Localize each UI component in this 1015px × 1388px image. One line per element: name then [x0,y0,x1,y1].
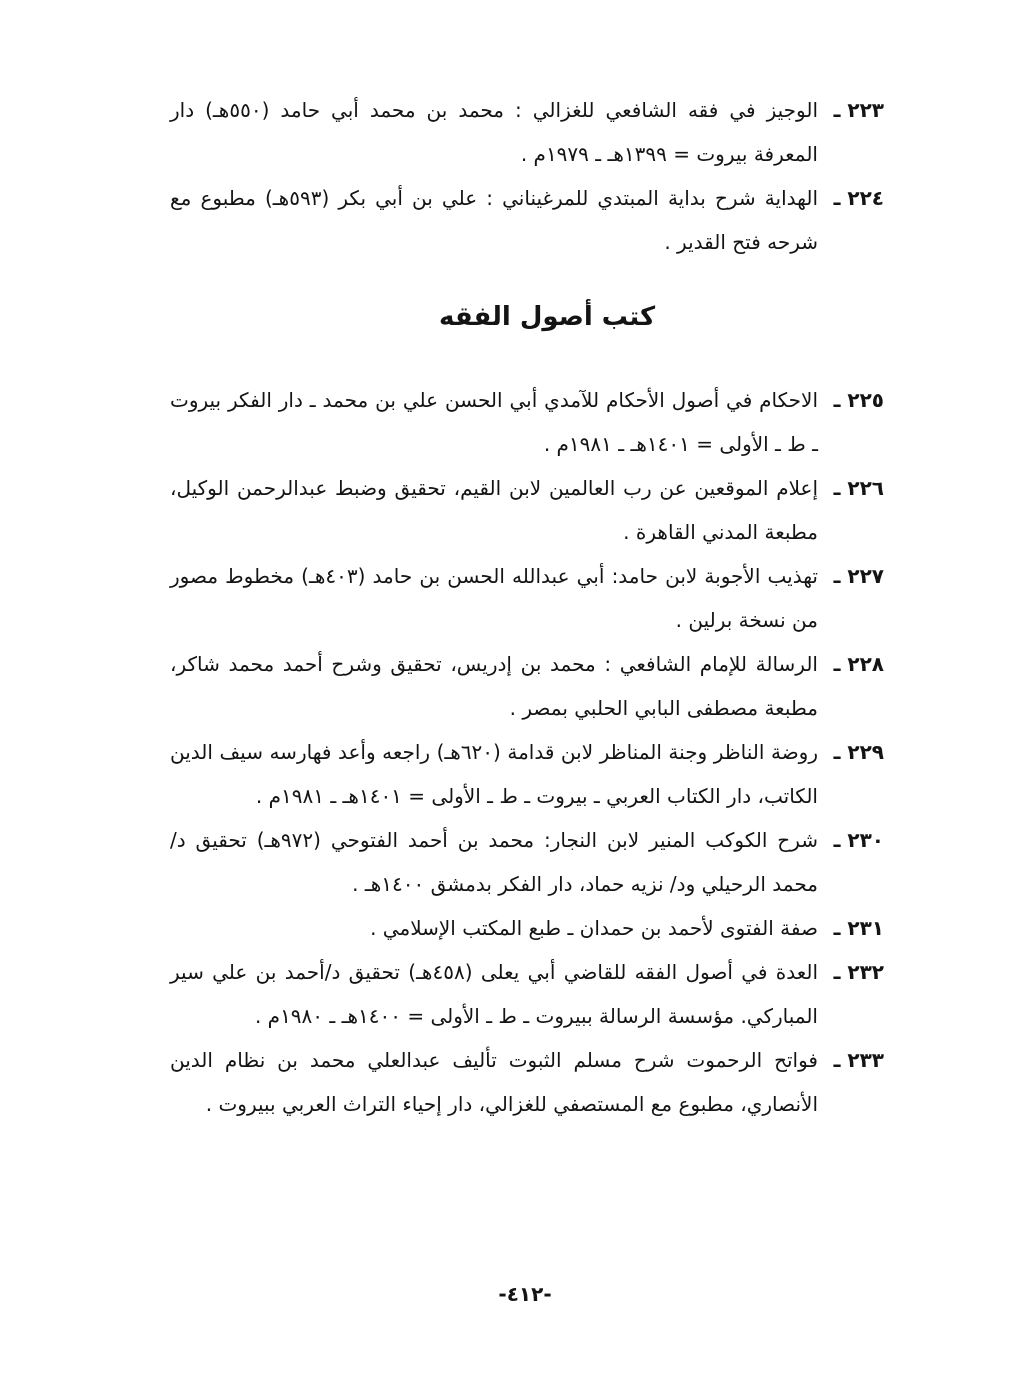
entry-number: ٢٣٠ ـ [833,828,884,852]
entry-number: ٢٢٦ ـ [833,476,884,500]
bibliography-entry [170,88,884,176]
entry-number: ٢٢٨ ـ [833,652,884,676]
bibliography-entry [170,730,884,818]
bibliography-entry [170,466,884,554]
entry-number: ٢٢٩ ـ [833,740,884,764]
bibliography-entry [170,1038,884,1126]
bibliography-entry [170,642,884,730]
entry-text: الاحكام في أصول الأحكام للآمدي أبي الحسن علي بن محمد ـ دار الفكر بيروت ـ ط ـ الأولى = ١٤٠١هـ ـ ١٩٨١م . [170,388,818,456]
bibliography-entry [170,378,884,466]
bibliography-entry [170,906,884,950]
entry-text: صفة الفتوى لأحمد بن حمدان ـ طبع المكتب الإسلامي . [370,916,818,940]
entry-number: ٢٢٤ ـ [833,186,884,210]
bibliography-entry [170,176,884,264]
entry-text: شرح الكوكب المنير لابن النجار: محمد بن أحمد الفتوحي (٩٧٢هـ) تحقيق د/ محمد الرحيلي ود/ نزيه حماد، دار الفكر بدمشق ١٤٠٠هـ . [170,828,818,896]
entry-text: الوجيز في فقه الشافعي للغزالي : محمد بن محمد أبي حامد (٥٥٠هـ) دار المعرفة بيروت = ١٣٩٩هـ ـ ١٩٧٩م . [170,98,819,166]
bibliography-entry [170,950,884,1038]
entry-text: تهذيب الأجوبة لابن حامد: أبي عبدالله الحسن بن حامد (٤٠٣هـ) مخطوط مصور من نسخة برلين . [170,564,819,632]
page-number: -٤١٢- [498,1282,552,1306]
entry-text: الرسالة للإمام الشافعي : محمد بن إدريس، تحقيق وشرح أحمد محمد شاكر، مطبعة مصطفى البابي الحلبي بمصر . [170,652,818,720]
entry-number: ٢٣١ ـ [833,916,884,940]
entry-number: ٢٢٧ ـ [833,564,884,588]
entry-number: ٢٣٣ ـ [833,1048,884,1072]
entry-number: ٢٢٥ ـ [833,388,884,412]
entry-number: ٢٣٢ ـ [833,960,884,984]
bibliography-entry [170,818,884,906]
section-heading: كتب أصول الفقه [438,302,656,332]
entry-text: الهداية شرح بداية المبتدي للمرغيناني : علي بن أبي بكر (٥٩٣هـ) مطبوع مع شرحه فتح القدير . [170,186,818,254]
bibliography-entry [170,554,884,642]
entry-text: روضة الناظر وجنة المناظر لابن قدامة (٦٢٠هـ) راجعه وأعد فهارسه سيف الدين الكاتب، دار الكتاب العربي ـ بيروت ـ ط ـ الأولى = ١٤٠١هـ ـ ١٩٨١م . [170,740,818,808]
entry-text: فواتح الرحموت شرح مسلم الثبوت تأليف عبدالعلي محمد بن نظام الدين الأنصاري، مطبوع مع المستصفي للغزالي، دار إحياء التراث العربي ببيروت . [170,1048,818,1116]
bibliography-list [170,88,884,1126]
entry-text: العدة في أصول الفقه للقاضي أبي يعلى (٤٥٨هـ) تحقيق د/أحمد بن علي سير المباركي. مؤسسة الرسالة ببيروت ـ ط ـ الأولى = ١٤٠٠هـ ـ ١٩٨٠م . [170,960,818,1028]
entry-number: ٢٢٣ ـ [833,98,884,122]
entry-text: إعلام الموقعين عن رب العالمين لابن القيم، تحقيق وضبط عبدالرحمن الوكيل، مطبعة المدني القاهرة . [170,476,818,544]
